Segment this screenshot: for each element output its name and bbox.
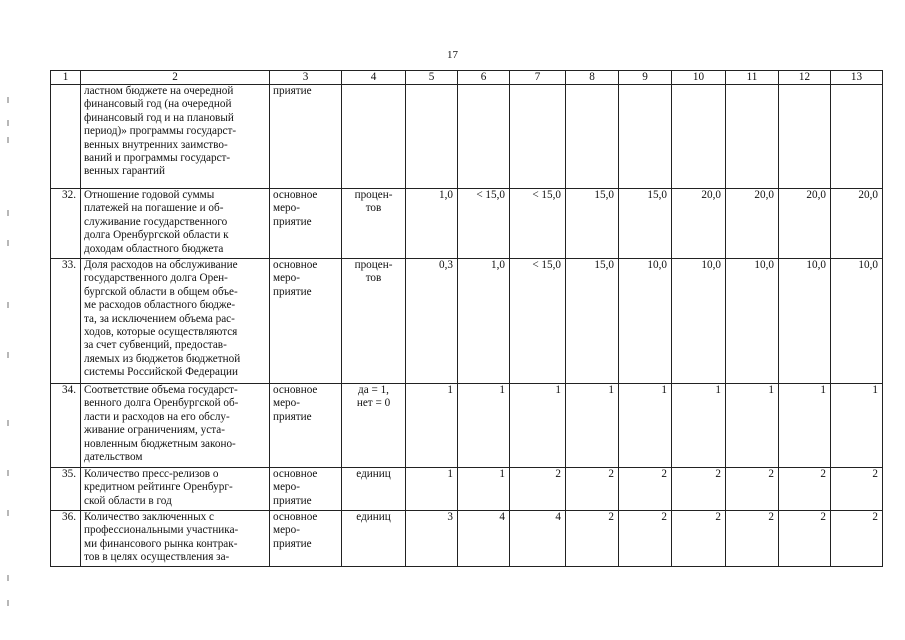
- value-cell: 2: [672, 468, 726, 511]
- measure-type: [270, 384, 342, 468]
- value-cell: 1: [619, 384, 672, 468]
- margin-mark: [7, 210, 9, 216]
- unit-line: процен-: [354, 189, 393, 201]
- unit: [342, 85, 406, 189]
- measure-type-line: меро-: [273, 481, 300, 494]
- value-cell: [406, 85, 458, 189]
- column-header: 2: [81, 71, 270, 85]
- margin-mark: [7, 420, 9, 426]
- indicator-name-line: Соответствие объема государст-: [84, 384, 238, 396]
- margin-mark: [7, 137, 9, 143]
- value-cell: 15,0: [566, 189, 619, 259]
- table-row: [51, 85, 883, 189]
- value-cell: 2: [726, 511, 779, 567]
- value-cell: 2: [510, 468, 566, 511]
- measure-type-line: меро-: [273, 272, 300, 285]
- value-cell: [458, 85, 510, 189]
- unit-line: единиц: [356, 511, 391, 523]
- measure-type-line: основное: [273, 259, 318, 271]
- row-number: 32.: [51, 189, 81, 259]
- value-cell: 10,0: [672, 259, 726, 384]
- unit-line: да = 1,: [358, 384, 389, 396]
- value-cell: < 15,0: [510, 259, 566, 384]
- margin-mark: [7, 120, 9, 126]
- column-header: 12: [779, 71, 831, 85]
- indicator-name-line: дательством: [84, 451, 143, 464]
- value-cell: < 15,0: [458, 189, 510, 259]
- margin-mark: [7, 470, 9, 476]
- indicator-name-line: ской области в год: [84, 494, 172, 507]
- column-header: 9: [619, 71, 672, 85]
- value-cell: [510, 85, 566, 189]
- measure-type-line: основное: [273, 511, 318, 523]
- indicator-name-line: системы Российской Федерации: [84, 366, 238, 379]
- value-cell: 1,0: [406, 189, 458, 259]
- table-row: [51, 189, 883, 259]
- row-number: 36.: [51, 511, 81, 567]
- indicators-table: [50, 70, 883, 567]
- indicator-name: [81, 189, 270, 259]
- indicator-name-line: служивание государственного: [84, 215, 228, 228]
- indicator-name-line: венных гарантий: [84, 165, 166, 178]
- table-row: [51, 259, 883, 384]
- margin-mark: [7, 510, 9, 516]
- margin-mark: [7, 575, 9, 581]
- value-cell: 1: [510, 384, 566, 468]
- table-row: [51, 511, 883, 567]
- value-cell: 1: [831, 384, 883, 468]
- value-cell: 3: [406, 511, 458, 567]
- indicator-name-line: ме расходов областного бюдже-: [84, 299, 236, 312]
- measure-type-line: приятие: [273, 215, 312, 228]
- unit: [342, 468, 406, 511]
- indicator-name-line: та, за исключением объема рас-: [84, 312, 235, 325]
- indicator-name-line: государственного долга Орен-: [84, 272, 228, 285]
- value-cell: 2: [619, 468, 672, 511]
- measure-type-line: приятие: [273, 410, 312, 423]
- unit-line: нет = 0: [356, 397, 391, 410]
- measure-type-line: основное: [273, 384, 318, 396]
- margin-mark: [7, 302, 9, 308]
- indicator-name: [81, 85, 270, 189]
- unit: [342, 511, 406, 567]
- value-cell: 10,0: [779, 259, 831, 384]
- indicator-name-line: кредитном рейтинге Оренбург-: [84, 481, 233, 494]
- column-header: 10: [672, 71, 726, 85]
- value-cell: [566, 85, 619, 189]
- measure-type: [270, 259, 342, 384]
- value-cell: 2: [672, 511, 726, 567]
- row-number: 33.: [51, 259, 81, 384]
- value-cell: 4: [510, 511, 566, 567]
- indicator-name-line: за счет субвенций, предостав-: [84, 339, 227, 352]
- column-header: 4: [342, 71, 406, 85]
- value-cell: 10,0: [619, 259, 672, 384]
- value-cell: [779, 85, 831, 189]
- value-cell: 20,0: [726, 189, 779, 259]
- unit-line: процен-: [354, 259, 393, 271]
- indicator-name-line: тов в целях осуществления за-: [84, 551, 230, 564]
- value-cell: 10,0: [831, 259, 883, 384]
- value-cell: 4: [458, 511, 510, 567]
- value-cell: 2: [566, 511, 619, 567]
- unit: [342, 189, 406, 259]
- column-header: 3: [270, 71, 342, 85]
- column-header: 6: [458, 71, 510, 85]
- indicator-name-line: платежей на погашение и об-: [84, 202, 224, 215]
- indicator-name-line: Количество пресс-релизов о: [84, 468, 219, 480]
- value-cell: [672, 85, 726, 189]
- value-cell: 1,0: [458, 259, 510, 384]
- value-cell: 2: [779, 468, 831, 511]
- value-cell: 1: [406, 384, 458, 468]
- indicator-name-line: Отношение годовой суммы: [84, 189, 215, 201]
- indicator-name-line: ляемых из бюджетов бюджетной: [84, 352, 241, 365]
- value-cell: 2: [779, 511, 831, 567]
- column-header: 11: [726, 71, 779, 85]
- page-number: 17: [447, 49, 458, 61]
- value-cell: 20,0: [831, 189, 883, 259]
- value-cell: 1: [458, 384, 510, 468]
- indicator-name-line: период)» программы государст-: [84, 125, 237, 138]
- indicator-name-line: долга Оренбургской области к: [84, 229, 229, 242]
- indicator-name-line: профессиональными участника-: [84, 524, 239, 537]
- margin-mark: [7, 240, 9, 246]
- measure-type-line: меро-: [273, 202, 300, 215]
- row-number: [51, 85, 81, 189]
- measure-type: [270, 468, 342, 511]
- measure-type-line: основное: [273, 468, 318, 480]
- indicator-name-line: ласти и расходов на его обслу-: [84, 410, 230, 423]
- value-cell: 2: [566, 468, 619, 511]
- unit-line: тов: [365, 272, 382, 285]
- measure-type-line: приятие: [273, 285, 312, 298]
- indicator-name-line: ми финансового рынка контрак-: [84, 537, 238, 550]
- value-cell: 2: [726, 468, 779, 511]
- indicator-name: [81, 259, 270, 384]
- indicator-name-line: доходам областного бюджета: [84, 242, 224, 255]
- column-header: 13: [831, 71, 883, 85]
- table-row: [51, 384, 883, 468]
- indicator-name-line: ластном бюджете на очередной: [84, 85, 234, 97]
- indicator-name-line: венных внутренних заимство-: [84, 138, 228, 151]
- value-cell: 1: [566, 384, 619, 468]
- measure-type: [270, 189, 342, 259]
- value-cell: 1: [726, 384, 779, 468]
- measure-type-line: приятие: [273, 494, 312, 507]
- value-cell: 20,0: [672, 189, 726, 259]
- measure-type-line: основное: [273, 189, 318, 201]
- header-row: [51, 71, 883, 85]
- indicator-name-line: бургской области в общем объе-: [84, 285, 238, 298]
- value-cell: 15,0: [566, 259, 619, 384]
- measure-type: [270, 511, 342, 567]
- indicator-name-line: финансовый год и на плановый: [84, 111, 234, 124]
- indicator-name: [81, 511, 270, 567]
- value-cell: 20,0: [779, 189, 831, 259]
- indicator-name-line: финансовый год (на очередной: [84, 98, 232, 111]
- row-number: 34.: [51, 384, 81, 468]
- measure-type-line: меро-: [273, 397, 300, 410]
- unit: [342, 259, 406, 384]
- value-cell: 15,0: [619, 189, 672, 259]
- unit-line: тов: [365, 202, 382, 215]
- value-cell: [619, 85, 672, 189]
- unit: [342, 384, 406, 468]
- column-header: 8: [566, 71, 619, 85]
- value-cell: 10,0: [726, 259, 779, 384]
- indicator-name-line: венного долга Оренбургской об-: [84, 397, 239, 410]
- value-cell: 2: [831, 511, 883, 567]
- value-cell: 1: [458, 468, 510, 511]
- measure-type-line: меро-: [273, 524, 300, 537]
- value-cell: [831, 85, 883, 189]
- indicator-name-line: Количество заключенных с: [84, 511, 215, 523]
- value-cell: < 15,0: [510, 189, 566, 259]
- value-cell: 2: [619, 511, 672, 567]
- value-cell: 2: [831, 468, 883, 511]
- column-header: 1: [51, 71, 81, 85]
- margin-mark: [7, 97, 9, 103]
- indicator-name-line: новленным бюджетным законо-: [84, 437, 236, 450]
- measure-type-line: приятие: [273, 85, 312, 97]
- value-cell: 1: [406, 468, 458, 511]
- indicator-name-line: Доля расходов на обслуживание: [84, 259, 238, 271]
- margin-mark: [7, 352, 9, 358]
- indicator-name: [81, 384, 270, 468]
- unit-line: единиц: [356, 468, 391, 480]
- value-cell: 1: [672, 384, 726, 468]
- value-cell: 0,3: [406, 259, 458, 384]
- value-cell: [726, 85, 779, 189]
- row-number: 35.: [51, 468, 81, 511]
- indicator-name-line: ваний и программы государст-: [84, 152, 231, 165]
- indicator-name: [81, 468, 270, 511]
- table-row: [51, 468, 883, 511]
- measure-type-line: приятие: [273, 537, 312, 550]
- column-header: 7: [510, 71, 566, 85]
- column-header: 5: [406, 71, 458, 85]
- margin-mark: [7, 600, 9, 606]
- measure-type: [270, 85, 342, 189]
- value-cell: 1: [779, 384, 831, 468]
- indicator-name-line: живание ограничениям, уста-: [84, 424, 225, 437]
- indicator-name-line: ходов, которые осуществляются: [84, 326, 238, 339]
